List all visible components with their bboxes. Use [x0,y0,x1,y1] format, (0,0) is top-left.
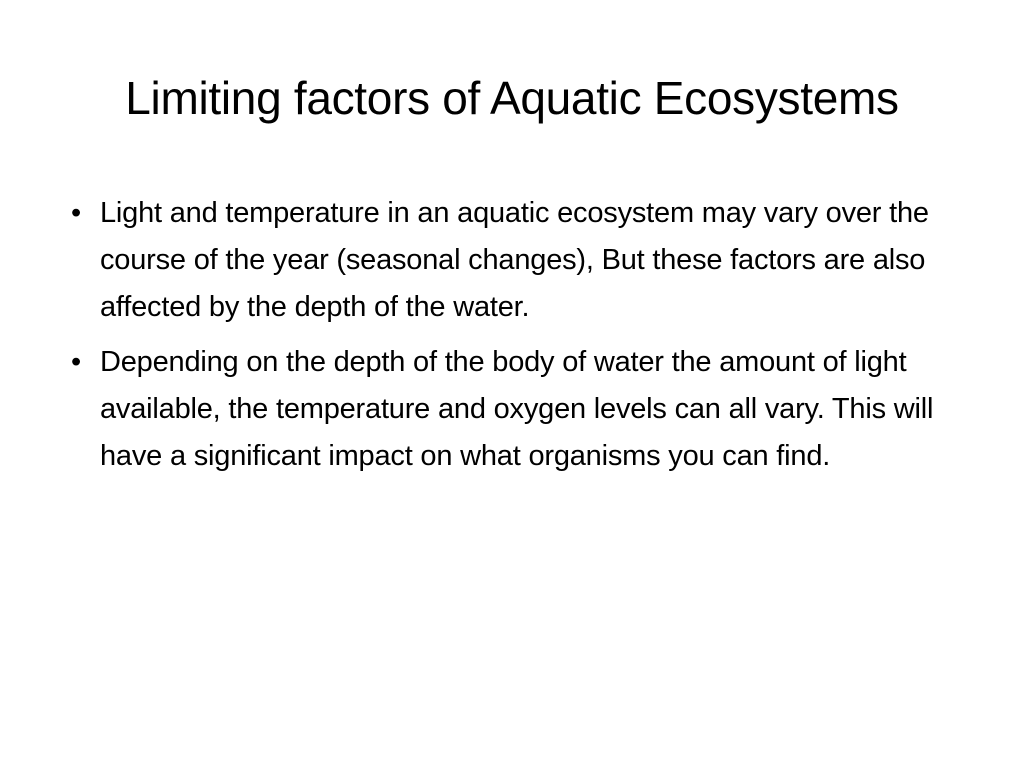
bullet-text: Depending on the depth of the body of water the amount of light available, the temperature and oxygen levels can all vary. This will have a significant impact on what organisms you can find. [100,346,934,472]
slide-title: Limiting factors of Aquatic Ecosystems [125,72,899,124]
bullet-item [71,339,960,480]
bullet-item [71,190,960,331]
bullet-dot-icon: • [71,346,81,378]
bullet-text: Light and temperature in an aquatic ecosystem may vary over the course of the year (seasonal changes), But these factors are also affected by the depth of the water. [100,197,929,323]
bullet-list [71,190,960,488]
bullet-dot-icon: • [71,197,81,229]
